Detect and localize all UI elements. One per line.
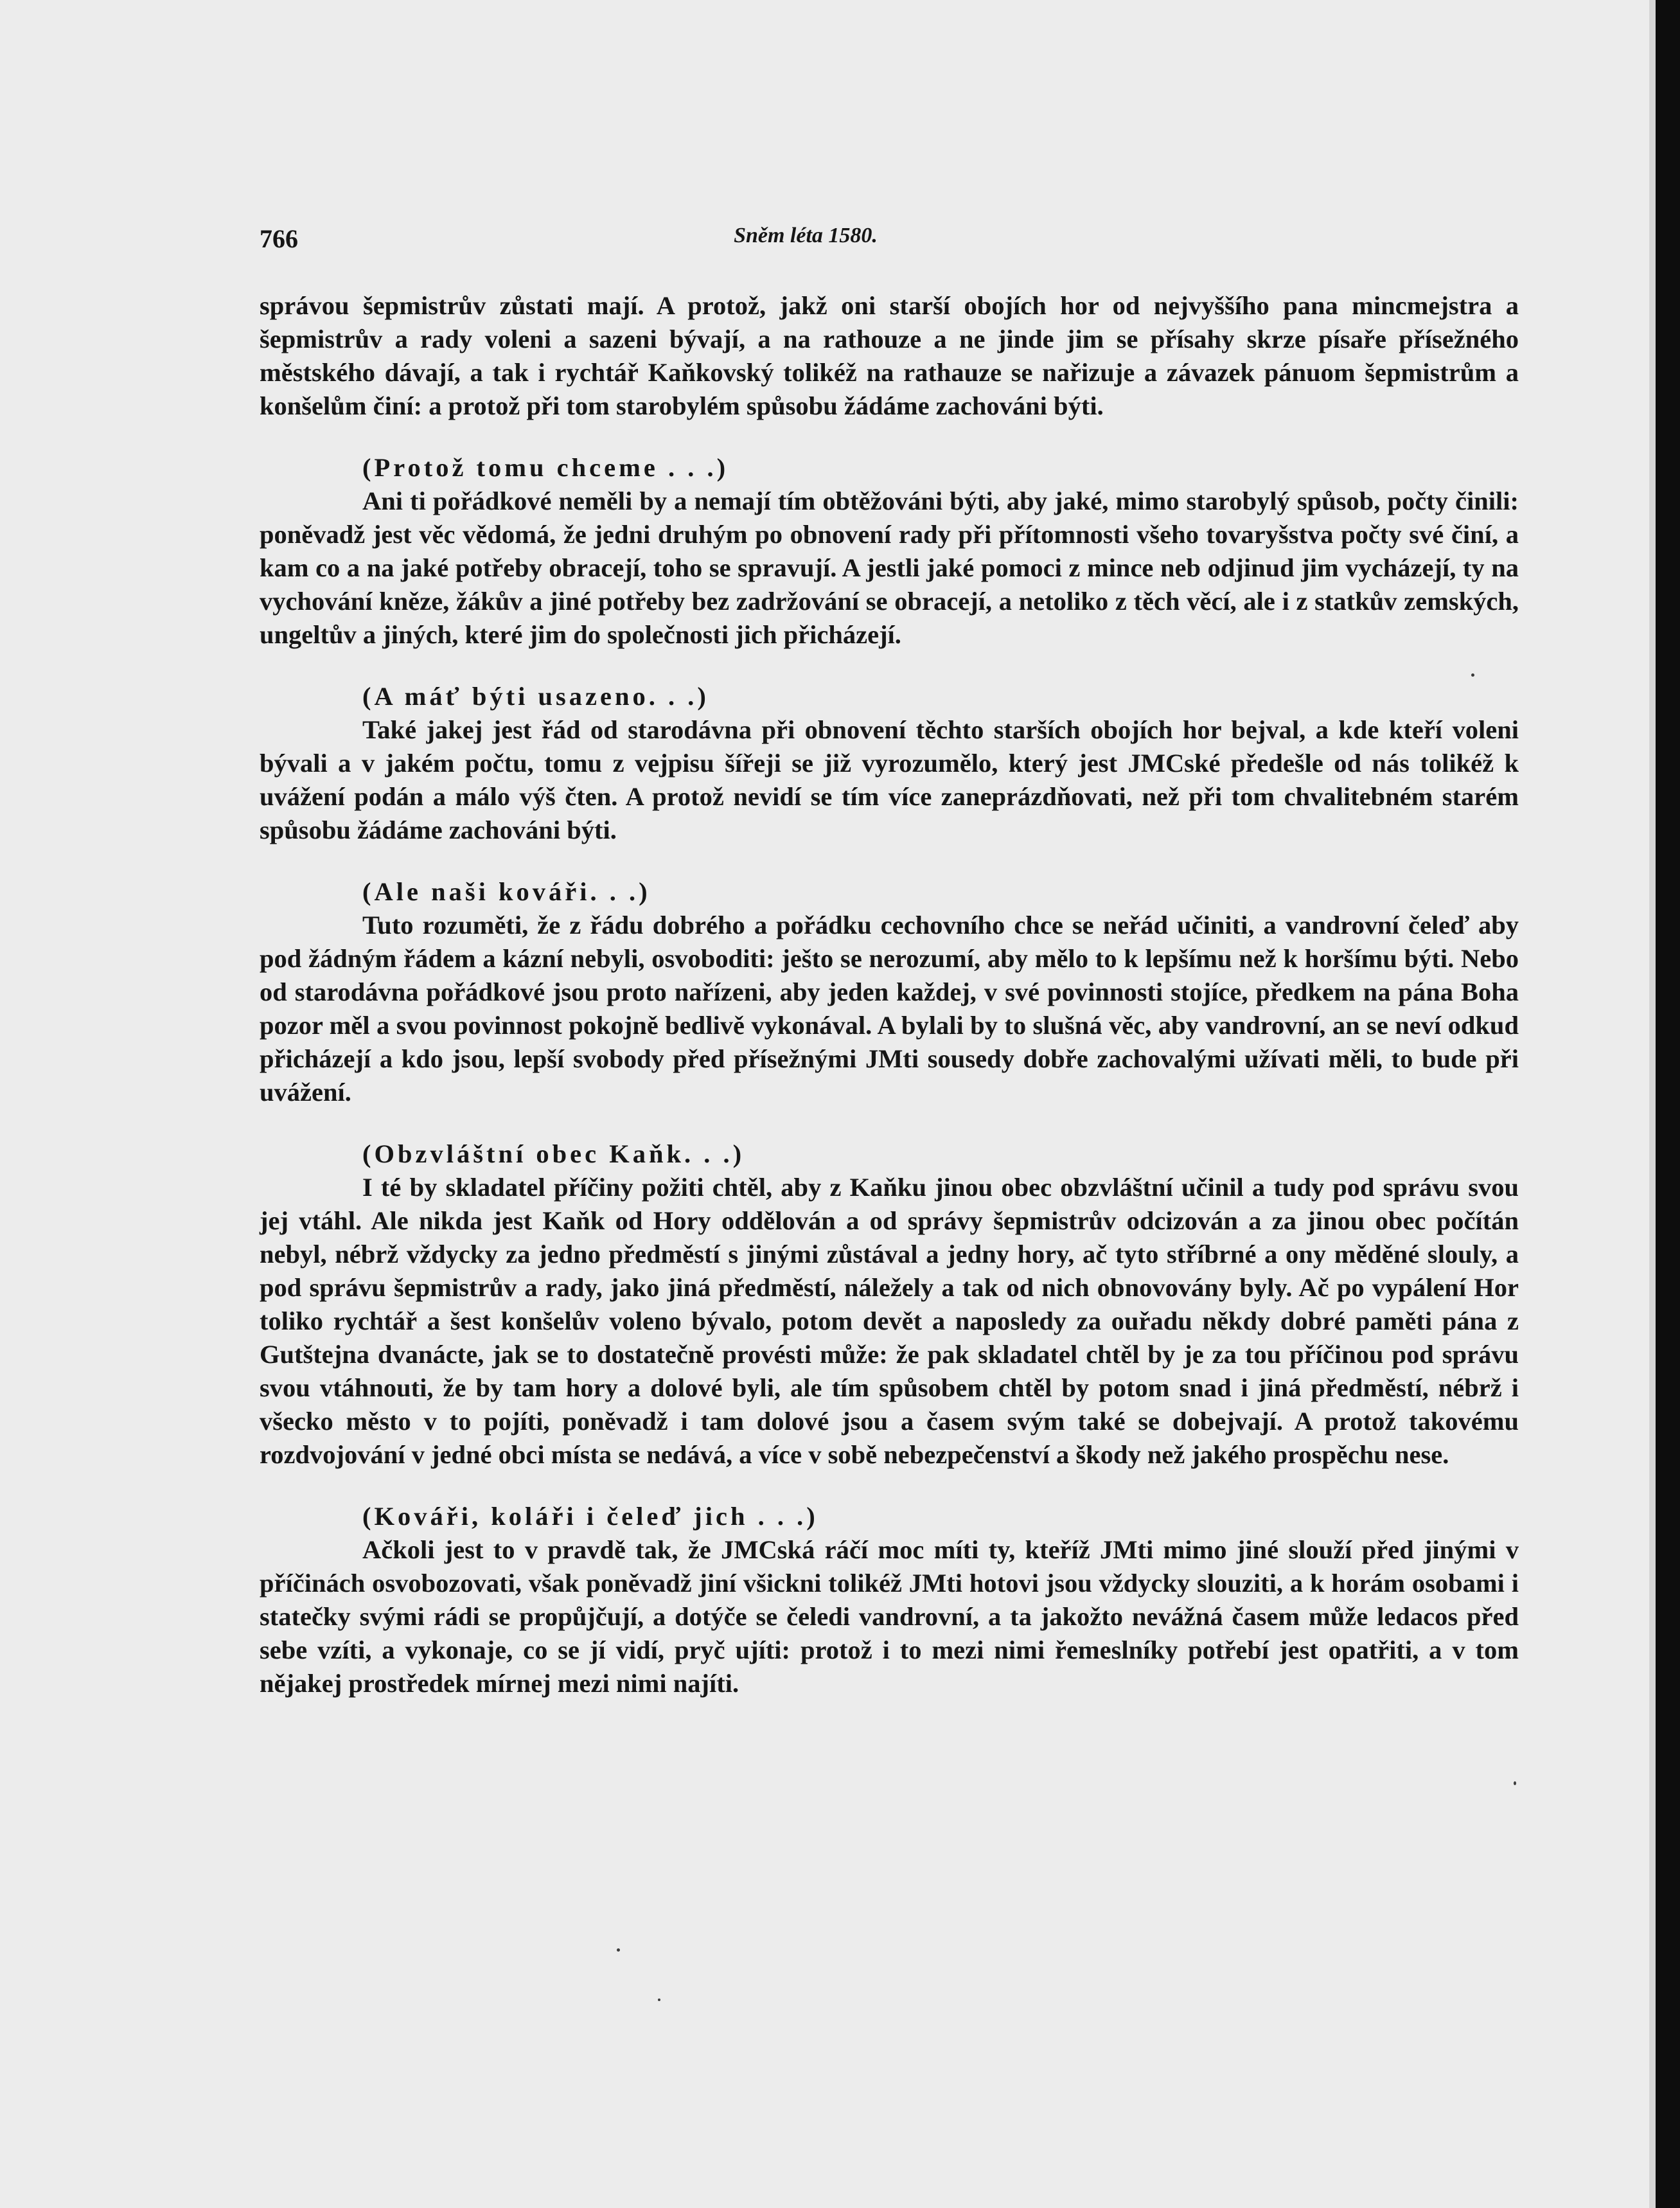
section-heading: (Obzvláštní obec Kaňk. . .)	[362, 1139, 745, 1168]
section-heading: (Protož tomu chceme . . .)	[362, 453, 729, 482]
section-heading: (Kováři, koláři i čeleď jich . . .)	[362, 1502, 818, 1531]
paragraph: I té by skladatel příčiny požiti chtěl, aby z Kaňku jinou obec obzvláštní učinil a tudy pod správu svou jej vtáhl. Ale nikda jest Kaňk od Hory oddělován a od správy šepmistrův odcizován a za jinou obec počítán nebyl, nébrž vždycky za jedno předměstí s jinými zůstával a jedny hory, ač tyto stříbrné a ony měděné slouly, a pod správu šepmistrův a rady, jako jiná předměstí, náležely a tak od nich obnovovány byly. Ač po vypálení Hor toliko rychtář a šest konšelův voleno bývalo, potom devět a naposledy za ouřadu někdy dobré paměti pána z Gutštejna dvanácte, jak se to dostatečně provésti může: že pak skladatel chtěl by je za tou příčinou pod správu svou vtáhnouti, že by tam hory a dolové byli, ale tím spůsobem chtěl by potom snad i jiná předměstí, nébrž i všecko město v to pojíti, poněvadž i tam dolové jsou a časem svým také se dobejvají. A protož takovému rozdvojování v jedné obci místa se nedává, a více v sobě nebezpečenství a škody než jakého prospěchu nese.	[260, 1173, 1519, 1469]
page-number: 766	[260, 224, 298, 253]
scan-speck	[658, 1999, 660, 2001]
page-header	[260, 224, 1519, 260]
paragraph-continuation: správou šepmistrův zůstati mají. A protož, jakž oni starší obojích hor od nejvyššího pana mincmejstra a šepmistrův a rady voleni a sazeni bývají, a na rathouze a ne jinde jim se přísahy skrze písaře přísežného městského dávají, a tak i rychtář Kaňkovský tolikéž na rathauze se nařizuje a závazek pánuom šepmistrům a konšelům činí: a protož při tom starobylém spůsobu žádáme zachováni býti.	[260, 291, 1519, 420]
scan-edge-gap	[1649, 0, 1656, 2208]
paragraph: Ačkoli jest to v pravdě tak, že JMCská ráčí moc míti ty, kteříž JMti mimo jiné slouží před jinými v příčinách osvobozovati, však poněvadž jiní všickni tolikéž JMti hotovi jsou vždycky slouziti, a k horám osobami i statečky svými rádi se propůjčují, a dotýče se čeledi vandrovní, a ta jakožto nevážná časem může ledacos před sebe vzíti, a vykonaje, co se jí vidí, pryč ujíti: protož i to mezi nimi řemeslníky potřebí jest opatřiti, a v tom nějakej prostředek mírnej mezi nimi najíti.	[260, 1535, 1519, 1698]
scan-speck	[1471, 673, 1474, 677]
paragraph: Ani ti pořádkové neměli by a nemají tím obtěžováni býti, aby jaké, mimo starobylý spůsob, počty činili: poněvadž jest věc vědomá, že jedni druhým po obnovení rady při přítomnosti všeho tovaryšstva počty své činí, a kam co a na jaké potřeby obracejí, toho se spravují. A jestli jaké pomoci z mince neb odjinud jim vycházejí, ty na vychování kněze, žákův a jiné potřeby bez zadržování se obracejí, a netoliko z těch věcí, ale i z statkův zemských, ungeltův a jiných, které jim do společnosti jich přicházejí.	[260, 486, 1519, 649]
scan-speck	[1514, 1781, 1516, 1785]
scan-edge-strip	[1656, 0, 1680, 2208]
scan-speck	[617, 1948, 620, 1952]
section-heading: (A máť býti usazeno. . .)	[362, 682, 709, 711]
document-body	[260, 289, 1519, 1700]
paragraph: Také jakej jest řád od starodávna při obnovení těchto starších obojích hor bejval, a kde kteří voleni bývali a v jakém počtu, tomu z vejpisu šířeji se již vyrozumělo, který jest JMCské předešle od nás tolikéž k uvážení podán a málo výš čten. A protož nevidí se tím více zaneprázdňovati, než při tom chvalitebném starém spůsobu žádáme zachováni býti.	[260, 715, 1519, 844]
section-heading: (Ale naši kováři. . .)	[362, 877, 651, 906]
running-title: Sněm léta 1580.	[734, 224, 878, 247]
paragraph: Tuto rozuměti, že z řádu dobrého a pořádku cechovního chce se neřád učiniti, a vandrovní čeleď aby pod žádným řádem a kázní nebyli, osvoboditi: ješto se nerozumí, aby mělo to k lepšímu než k horšímu býti. Nebo od starodávna pořádkové jsou proto nařízeni, aby jeden každej, v své povinnosti stojíce, předkem na pána Boha pozor měl a svou povinnost pokojně bedlivě vykonával. A bylali by to slušná věc, aby vandrovní, an se neví odkud přicházejí a kdo jsou, lepší svobody před přísežnými JMti sousedy dobře zachovalými užívati měli, to bude při uvážení.	[260, 911, 1519, 1107]
